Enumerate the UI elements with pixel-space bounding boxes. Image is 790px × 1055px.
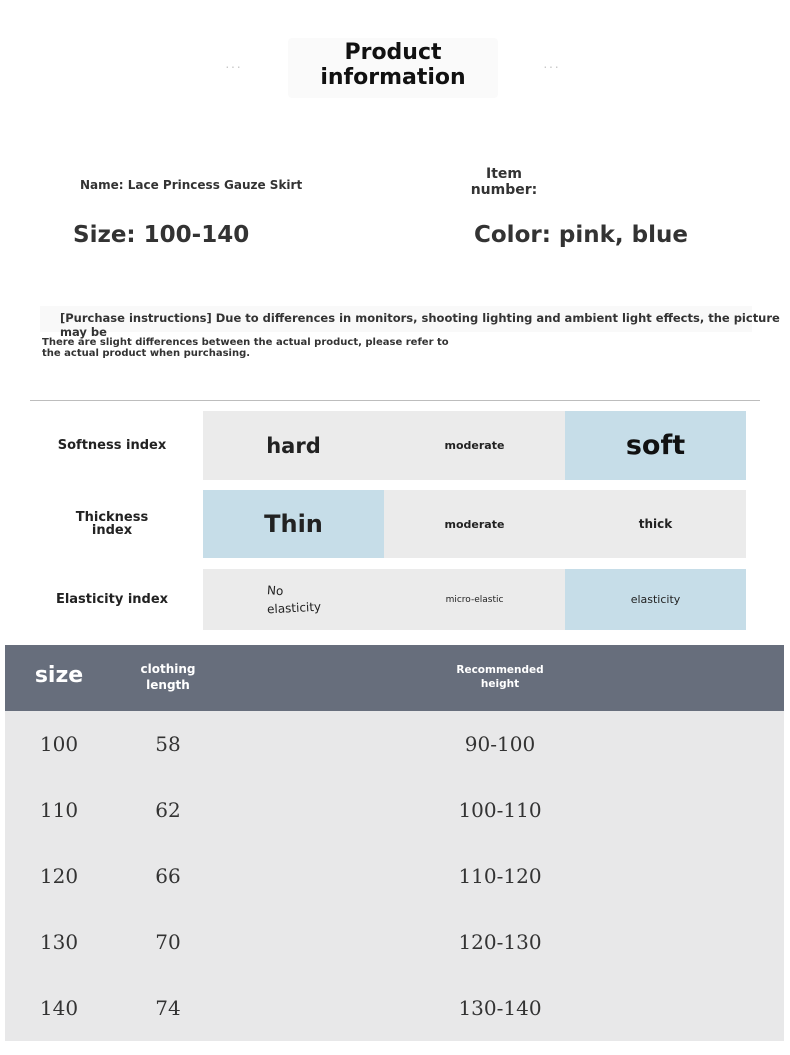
- thickness-option-thick: thick: [565, 490, 746, 558]
- page-title: [288, 40, 498, 90]
- cell-length: 74: [155, 996, 181, 1020]
- softness-option-moderate: moderate: [384, 411, 565, 480]
- softness-index-scale: [203, 411, 746, 480]
- cell-size: 100: [39, 732, 79, 756]
- elasticity-option-none-text: [267, 584, 321, 616]
- thickness-index-scale: [203, 490, 746, 558]
- size-table-header: [5, 645, 784, 711]
- table-row: [5, 843, 784, 909]
- header-size: size: [34, 663, 84, 688]
- elasticity-option-none: [203, 569, 384, 630]
- cell-height: 120-130: [458, 930, 542, 954]
- table-row: [5, 909, 784, 975]
- purchase-notice-line3: the actual product when purchasing.: [42, 348, 251, 359]
- thickness-option-moderate: moderate: [384, 490, 565, 558]
- cell-length: 58: [155, 732, 181, 756]
- item-number-label: Item number:: [470, 166, 538, 198]
- cell-size: 140: [39, 996, 79, 1020]
- table-row: [5, 777, 784, 843]
- softness-option-hard: hard: [203, 411, 384, 480]
- softness-index-label: Softness index: [57, 438, 167, 453]
- elasticity-option-none-line2: elasticity: [266, 599, 322, 616]
- section-divider: [30, 400, 760, 401]
- cell-height: 130-140: [458, 996, 542, 1020]
- cell-height: 90-100: [464, 732, 536, 756]
- product-name: Name: Lace Princess Gauze Skirt: [80, 178, 303, 192]
- thickness-option-thin-selected: Thin: [203, 490, 384, 558]
- header-recommended-height-line2: height: [480, 678, 520, 690]
- header-clothing-length-line1: clothing: [140, 662, 196, 676]
- purchase-notice-line2: There are slight differences between the actual product, please refer to: [42, 337, 449, 348]
- page-title-line1: Product: [344, 40, 442, 65]
- table-row: [5, 711, 784, 777]
- elasticity-index-label: Elasticity index: [55, 592, 169, 607]
- cell-size: 130: [39, 930, 79, 954]
- header-recommended-height: [420, 663, 580, 691]
- cell-size: 110: [39, 798, 79, 822]
- header-recommended-height-line1: Recommended: [456, 664, 544, 676]
- thickness-index-label-line1: Thickness: [75, 510, 149, 525]
- cell-length: 70: [155, 930, 181, 954]
- cell-height: 110-120: [458, 864, 542, 888]
- decor-dots-right: ···: [543, 58, 560, 74]
- cell-length: 66: [155, 864, 181, 888]
- decor-dots-left: ···: [225, 58, 242, 74]
- elasticity-option-none-line1: No: [266, 582, 284, 598]
- cell-length: 62: [155, 798, 181, 822]
- purchase-notice: [Purchase instructions] Due to differences in monitors, shooting lighting and ambient light effects, the picture may be: [60, 311, 780, 339]
- purchase-notice-continued: [42, 337, 449, 359]
- page-title-line2: information: [320, 65, 466, 90]
- header-clothing-length: [118, 661, 218, 693]
- header-clothing-length-line2: length: [146, 678, 190, 692]
- elasticity-option-micro-elastic: micro-elastic: [384, 569, 565, 630]
- elasticity-option-elasticity-selected: elasticity: [565, 569, 746, 630]
- thickness-index-label: [40, 511, 184, 537]
- softness-option-soft-selected: soft: [565, 411, 746, 480]
- product-size: Size: 100-140: [73, 222, 250, 248]
- thickness-index-label-line2: index: [91, 523, 133, 538]
- table-row: [5, 975, 784, 1041]
- cell-height: 100-110: [458, 798, 542, 822]
- cell-size: 120: [39, 864, 79, 888]
- product-color: Color: pink, blue: [474, 222, 688, 248]
- elasticity-index-scale: [203, 569, 746, 630]
